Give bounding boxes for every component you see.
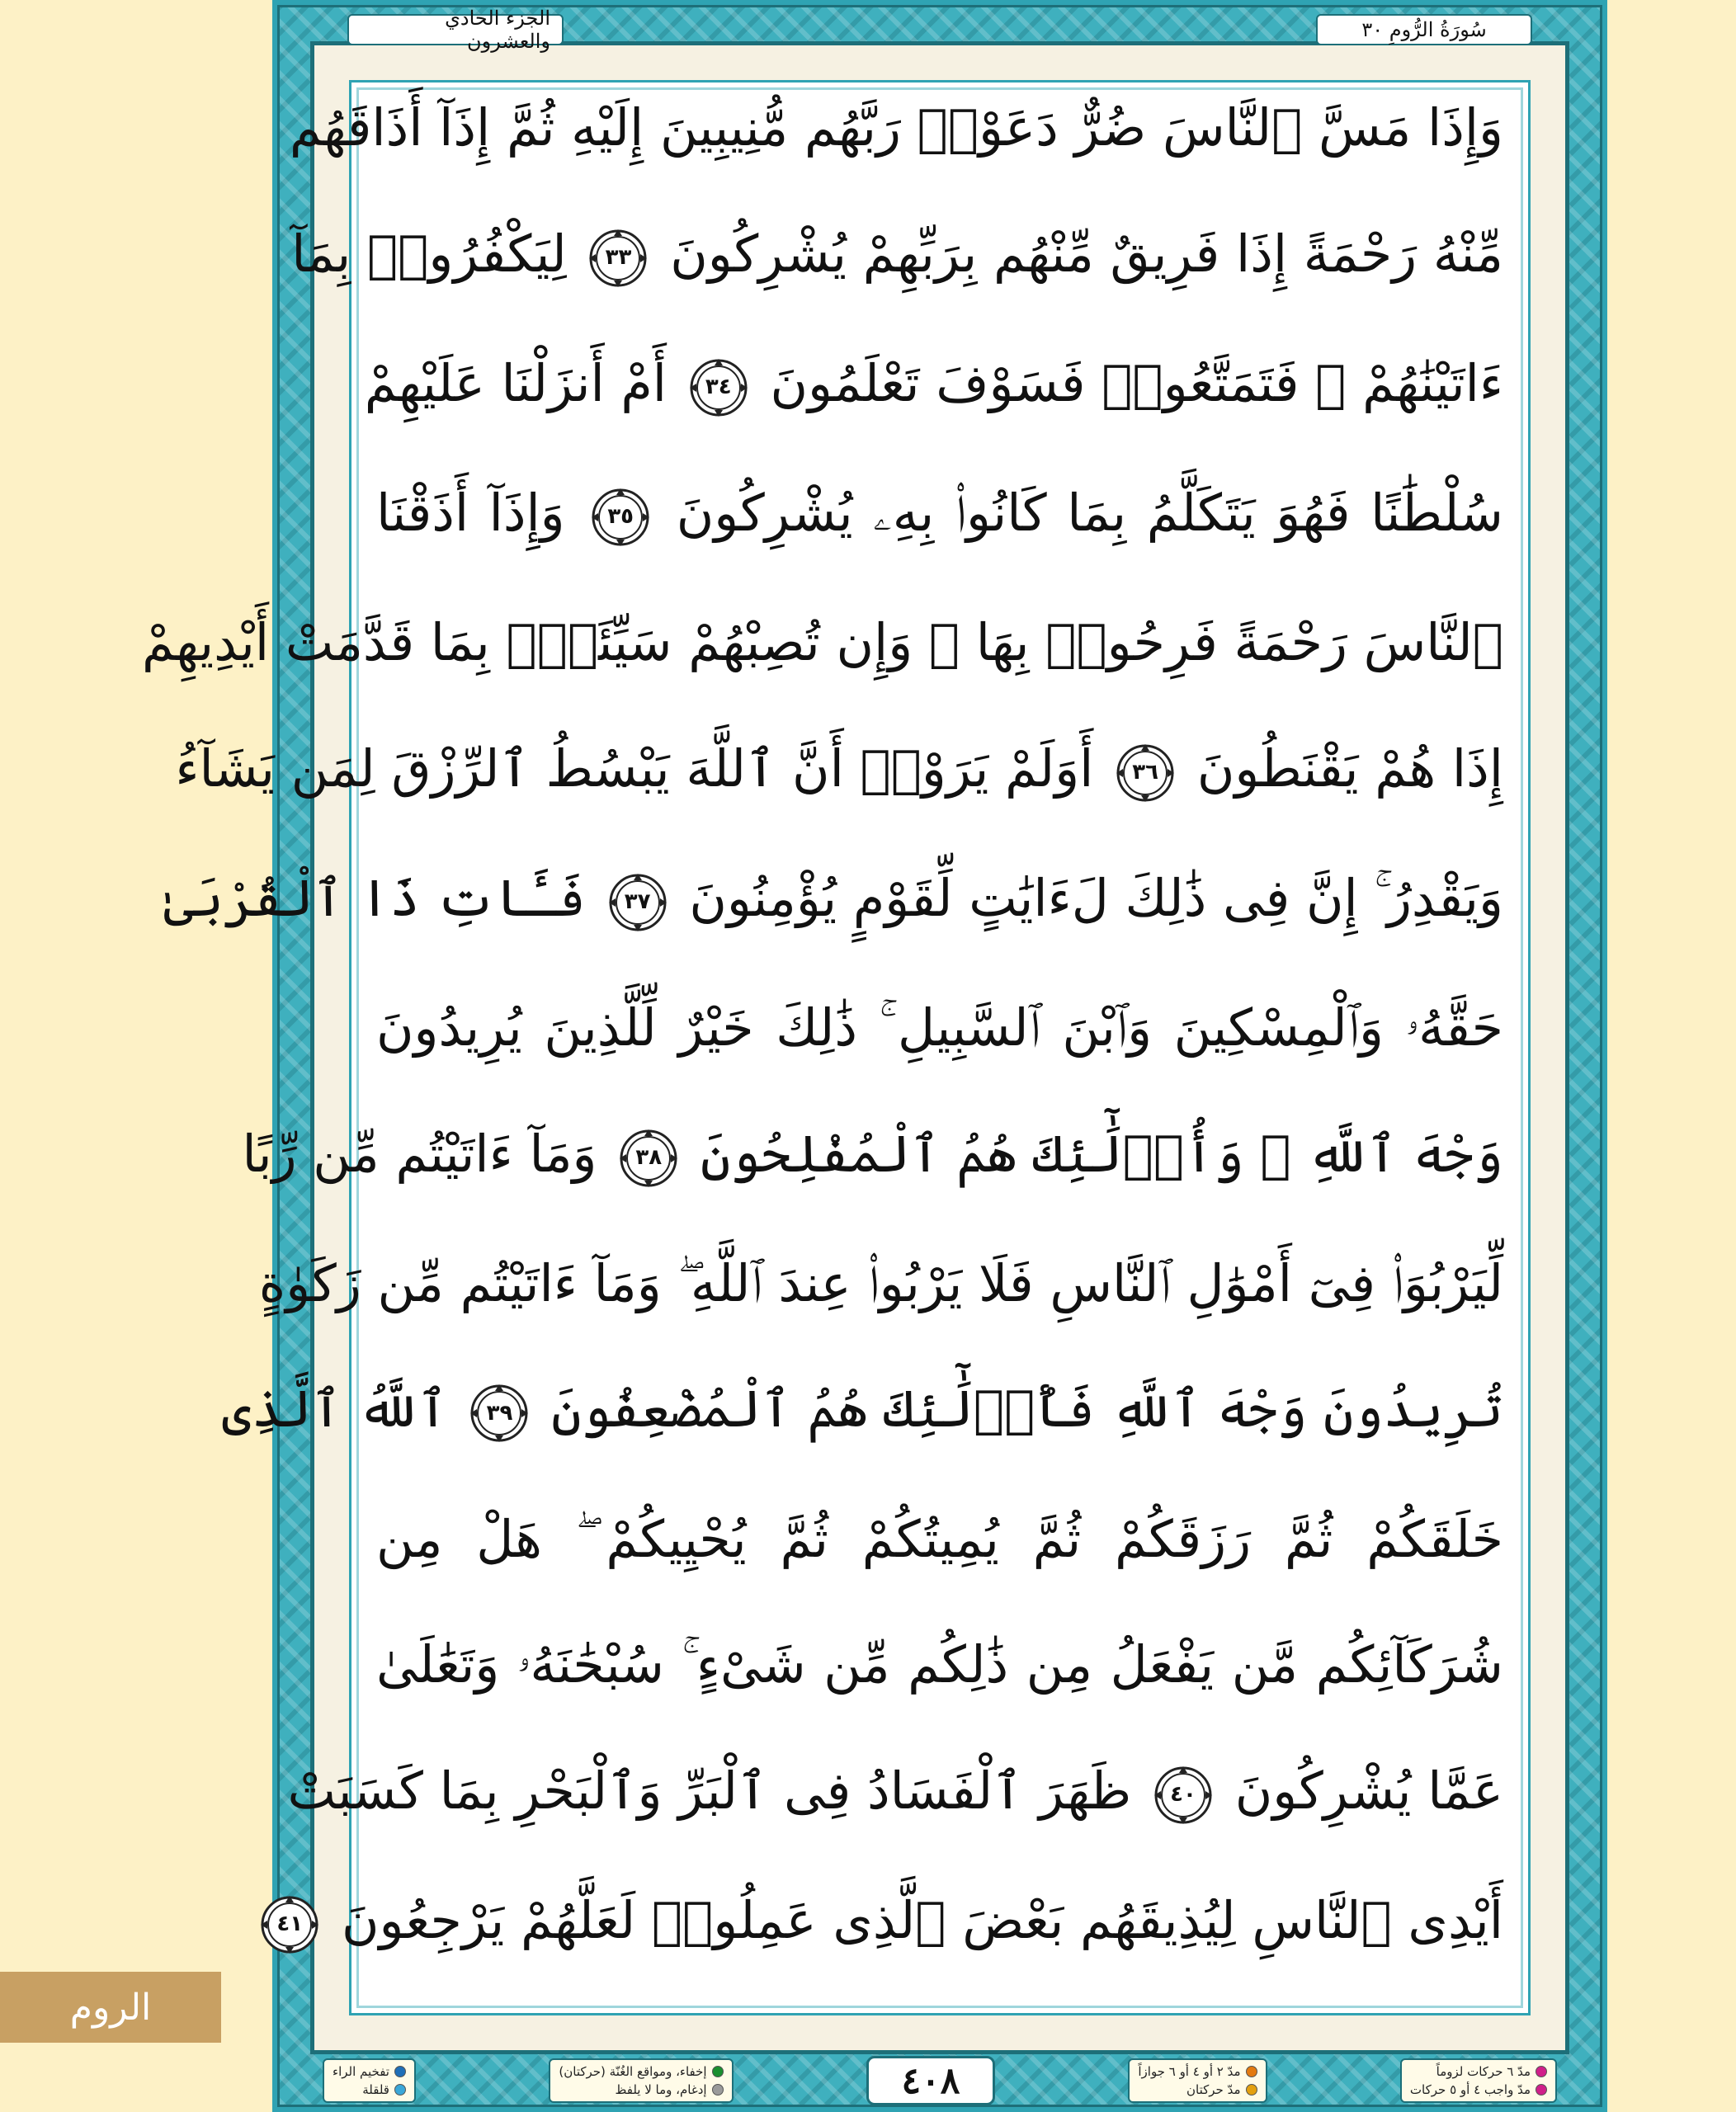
legend-item — [559, 2081, 723, 2099]
color-dot-icon — [394, 2066, 406, 2077]
line-text: مِّنْهُ رَحْمَةً إِذَا فَرِيقٌ مِّنْهُم بِرَبِّهِمْ يُشْرِكُونَ — [670, 223, 1503, 284]
ayah-end-marker — [469, 1383, 530, 1444]
ayah-end-marker — [1115, 742, 1176, 804]
surah-label: سُورَةُ الرُّومِ ٣٠ — [1316, 14, 1532, 45]
quran-line-1 — [289, 97, 1503, 158]
legend-label: قلقلة — [362, 2082, 389, 2097]
color-dot-icon — [712, 2066, 724, 2077]
legend-label: مدّ حركتان — [1186, 2082, 1241, 2097]
quran-text-panel — [142, 80, 1531, 2015]
legend-label: إدغام، وما لا يلفظ — [615, 2082, 707, 2097]
ayah-number: ٣٣ — [605, 244, 632, 270]
ayah-number: ٤١ — [276, 1912, 304, 1937]
legend-label: مدّ ٢ أو ٤ أو ٦ جوازاً — [1138, 2064, 1241, 2079]
line-text: ءَاتَيْنَٰهُمْ ۚ فَتَمَتَّعُوا۟ فَسَوْفَ تَعْلَمُونَ — [770, 352, 1503, 413]
ayah-end-marker — [1153, 1765, 1214, 1826]
legend-item — [333, 2062, 406, 2081]
legend-label: مدّ ٦ حركات لزوماً — [1436, 2064, 1531, 2079]
ayah-number: ٤٠ — [1170, 1782, 1196, 1808]
legend-item — [1138, 2062, 1257, 2081]
quran-lines — [142, 97, 1503, 1955]
quran-line-3 — [364, 352, 1503, 418]
color-dot-icon — [1246, 2084, 1257, 2096]
ayah-end-marker — [618, 1128, 679, 1189]
legend-item — [1410, 2081, 1547, 2099]
line-text: ظَهَرَ ٱلْفَسَادُ فِى ٱلْبَرِّ وَٱلْبَحْرِ بِمَا كَسَبَتْ — [287, 1760, 1132, 1821]
line-text: لِّيَرْبُوَا۟ فِىٓ أَمْوَٰلِ ٱلنَّاسِ فَلَا يَرْبُوا۟ عِندَ ٱللَّهِ ۖ وَمَآ ءَاتَيْتُم مِّن زَكَوٰةٍ — [258, 1252, 1503, 1313]
legend-column — [549, 2058, 733, 2103]
juz-label: الجزء الحادي والعشرون — [347, 14, 564, 45]
line-text: أَوَلَمْ يَرَوْا۟ أَنَّ ٱللَّهَ يَبْسُطُ ٱلرِّزْقَ لِمَن يَشَآءُ — [175, 738, 1094, 799]
line-text: وَإِذَا مَسَّ ٱلنَّاسَ ضُرٌّ دَعَوْا۟ رَبَّهُم مُّنِيبِينَ إِلَيْهِ ثُمَّ إِذَآ أَذَاقَهُم — [289, 97, 1503, 158]
ayah-end-marker — [587, 228, 649, 289]
line-text: خَلَقَكُمْ ثُمَّ رَزَقَكُمْ ثُمَّ يُمِيتُكُمْ ثُمَّ يُحْيِيكُمْ ۖ هَلْ مِن — [376, 1508, 1503, 1569]
line-text: عَمَّا يُشْرِكُونَ — [1234, 1760, 1503, 1821]
color-dot-icon — [712, 2084, 724, 2096]
quran-line-15 — [276, 1890, 1503, 1955]
page-header — [314, 7, 1565, 53]
ayah-number: ٣٧ — [624, 889, 651, 915]
ayah-end-marker — [688, 357, 749, 418]
legend-column — [1128, 2058, 1267, 2103]
legend-column — [1400, 2058, 1557, 2103]
inner-ornamental-border — [142, 7, 1569, 2102]
line-text: أَيْدِى ٱلنَّاسِ لِيُذِيقَهُم بَعْضَ ٱلَّذِى عَمِلُوا۟ لَعَلَّهُمْ يَرْجِعُونَ — [341, 1890, 1503, 1951]
line-text: أَمْ أَنزَلْنَا عَلَيْهِمْ — [364, 352, 668, 413]
legend-item — [1138, 2081, 1257, 2099]
quran-line-13 — [376, 1634, 1503, 1695]
surah-side-tab[interactable]: الروم — [0, 1972, 221, 2043]
line-text: لِيَكْفُرُوا۟ بِمَآ — [291, 223, 567, 284]
legend-label: تفخيم الراء — [333, 2064, 389, 2079]
ayah-number: ٣٥ — [607, 504, 634, 530]
ayah-number: ٣٦ — [1132, 760, 1158, 785]
color-dot-icon — [394, 2084, 406, 2096]
legend-label: مدّ واجب ٤ أو ٥ حركات — [1409, 2082, 1531, 2097]
quran-line-7 — [163, 867, 1503, 933]
quran-line-11 — [221, 1379, 1503, 1444]
quran-line-9 — [242, 1123, 1503, 1189]
quran-line-2 — [291, 223, 1503, 289]
quran-line-14 — [287, 1760, 1503, 1826]
quran-line-5 — [142, 612, 1503, 673]
color-dot-icon — [1536, 2066, 1547, 2077]
legend-label: إخفاء، ومواقع الغُنّة (حركتان) — [559, 2064, 707, 2079]
line-text: إِذَا هُمْ يَقْنَطُونَ — [1196, 738, 1503, 799]
ayah-number: ٣٨ — [635, 1144, 663, 1170]
quran-line-4 — [376, 483, 1503, 548]
color-dot-icon — [1246, 2066, 1257, 2077]
quran-line-8 — [376, 997, 1503, 1058]
quran-line-6 — [175, 738, 1503, 804]
line-text: تُرِيدُونَ وَجْهَ ٱللَّهِ فَأُو۟لَٰٓئِكَ هُمُ ٱلْمُضْعِفُونَ — [551, 1379, 1503, 1440]
line-text: وَمَآ ءَاتَيْتُم مِّن رِّبًا — [242, 1123, 597, 1184]
line-text: وَجْهَ ٱللَّهِ ۖ وَأُو۟لَٰٓئِكَ هُمُ ٱلْمُفْلِحُونَ — [700, 1123, 1503, 1184]
line-text: ٱللَّهُ ٱلَّذِى — [221, 1379, 448, 1440]
line-text: وَإِذَآ أَذَقْنَا — [376, 482, 565, 543]
line-text: ٱلنَّاسَ رَحْمَةً فَرِحُوا۟ بِهَا ۖ وَإِن تُصِبْهُمْ سَيِّئَةٌۢ بِمَا قَدَّمَتْ أَيْدِيهِمْ — [142, 612, 1503, 673]
color-dot-icon — [1536, 2084, 1547, 2096]
line-text: شُرَكَآئِكُم مَّن يَفْعَلُ مِن ذَٰلِكُم مِّن شَىْءٍ ۚ سُبْحَٰنَهُۥ وَتَعَٰلَىٰ — [376, 1634, 1503, 1695]
mushaf-page-frame — [142, 0, 1607, 2112]
ayah-end-marker — [590, 487, 651, 548]
quran-line-10 — [258, 1252, 1503, 1314]
line-text: حَقَّهُۥ وَٱلْمِسْكِينَ وَٱبْنَ ٱلسَّبِيلِ ۚ ذَٰلِكَ خَيْرٌ لِّلَّذِينَ يُرِيدُونَ — [376, 997, 1503, 1058]
ayah-number: ٣٩ — [486, 1400, 513, 1426]
tajweed-legend — [314, 2055, 1565, 2106]
legend-column — [323, 2058, 416, 2103]
ayah-number: ٣٤ — [705, 375, 732, 400]
page-number: ٤٠٨ — [866, 2056, 995, 2105]
line-text: وَيَقْدِرُ ۚ إِنَّ فِى ذَٰلِكَ لَءَايَٰتٍ لِّقَوْمٍ يُؤْمِنُونَ — [689, 867, 1503, 928]
quran-line-12 — [376, 1509, 1503, 1570]
ayah-end-marker — [259, 1894, 320, 1955]
legend-item — [333, 2081, 406, 2099]
ayah-end-marker — [607, 872, 668, 933]
line-text: فَـَٔاتِ ذَا ٱلْقُرْبَىٰ — [163, 867, 586, 928]
line-text: سُلْطَٰنًا فَهُوَ يَتَكَلَّمُ بِمَا كَانُوا۟ بِهِۦ يُشْرِكُونَ — [676, 482, 1503, 543]
legend-item — [559, 2062, 723, 2081]
legend-item — [1410, 2062, 1547, 2081]
